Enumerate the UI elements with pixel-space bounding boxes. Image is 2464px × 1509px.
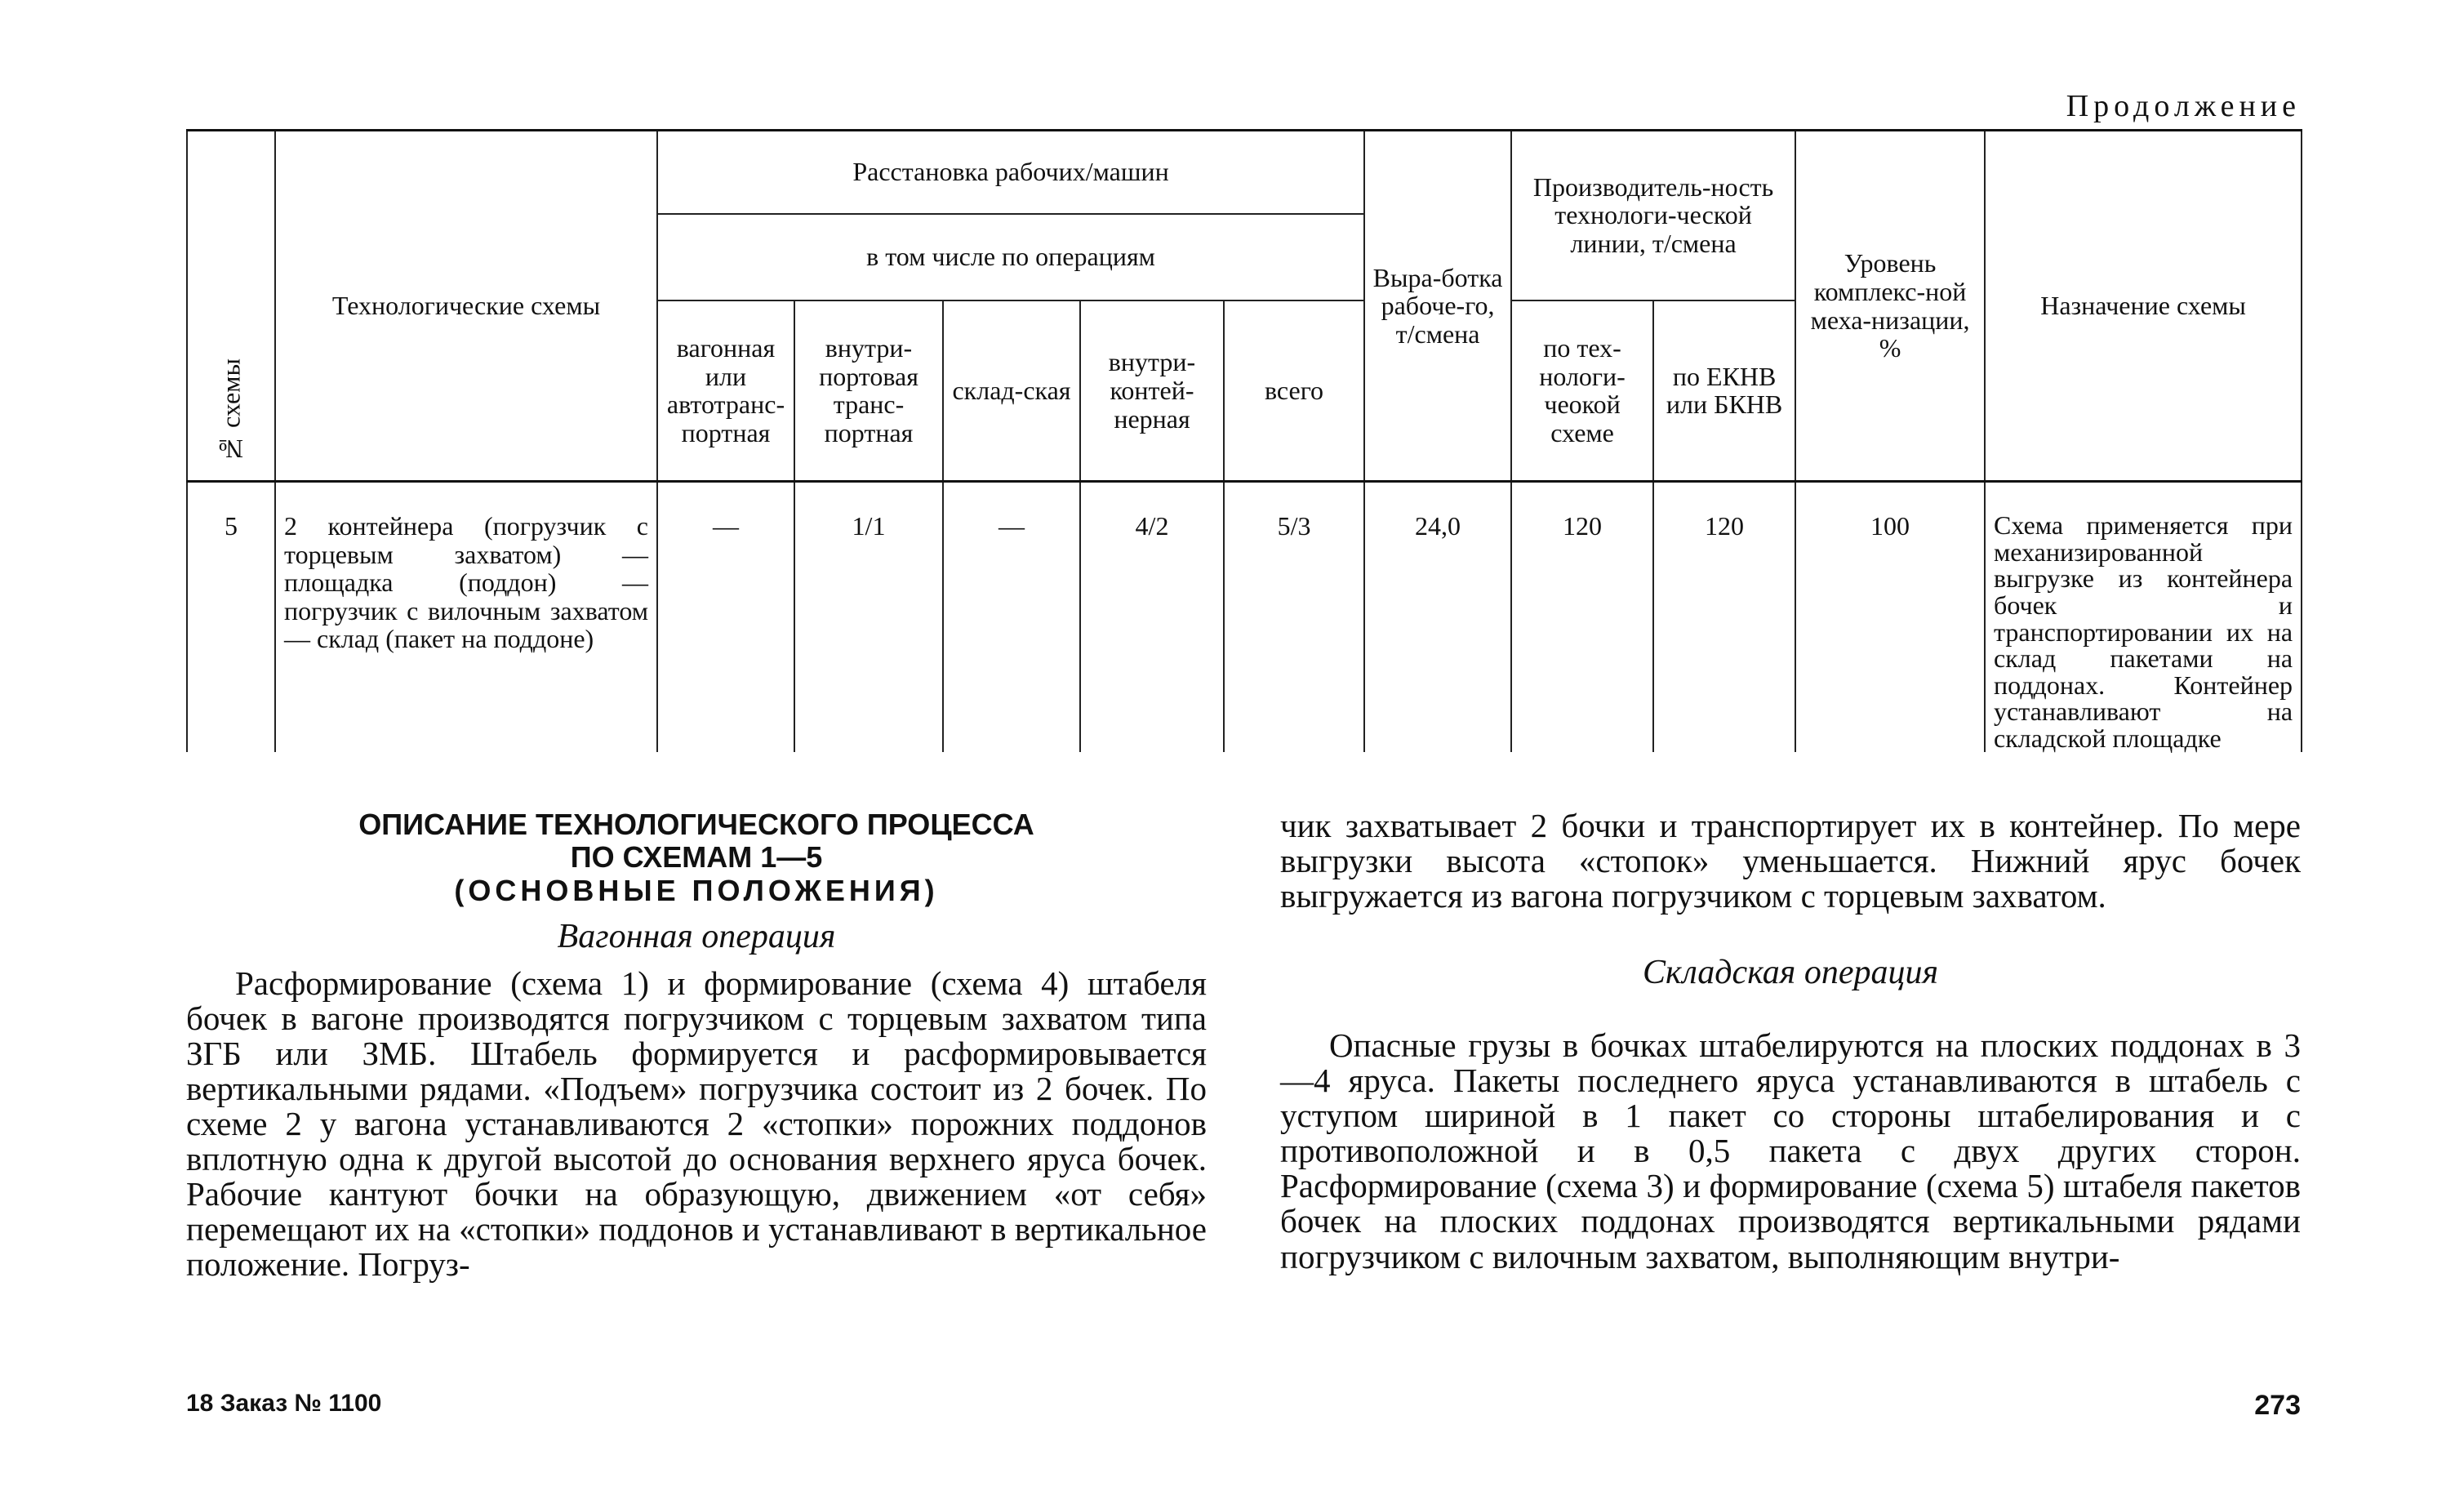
header-scheme-number: № схемы <box>187 131 275 482</box>
subheading-wagon-operation: Вагонная операция <box>557 917 836 955</box>
cell-output: 24,0 <box>1364 482 1511 752</box>
paragraph-warehouse-operation: Опасные грузы в бочках штабелируются на плоских поддонах в 3—4 яруса. Пакеты последнего яруса устанавливаются в штабель с уступом шириной в 1 пакет со стороны штабелирования и с противоположной и в 0,5 пакета с двух других сторон. Расформирование (схема 3) и формирование (схема 5) штабеля пакетов бочек на плоских поддонах производятся вертикальными рядами погрузчиком с вилочным захватом, выполняющим внутри- <box>1280 1026 2301 1275</box>
cell-prod-by-scheme: 120 <box>1511 482 1653 752</box>
header-by-operations: в том числе по операциям <box>657 214 1364 300</box>
header-output: Выра-ботка рабоче-го, т/смена <box>1364 131 1511 482</box>
right-column <box>1280 808 2301 1275</box>
continuation-label: Продолжение <box>2066 89 2301 123</box>
cell-scheme-number: 5 <box>187 482 275 752</box>
subheading-warehouse-operation: Складская операция <box>1642 954 1938 992</box>
header-op-total: всего <box>1224 300 1364 482</box>
header-op-container: внутри-контей-нерная <box>1080 300 1224 482</box>
section-heading-line-1: ОПИСАНИЕ ТЕХНОЛОГИЧЕСКОГО ПРОЦЕССА <box>358 808 1034 841</box>
header-op-wagon: вагонная или автотранс-портная <box>657 300 794 482</box>
header-op-port-transport: внутри-портовая транс-портная <box>794 300 943 482</box>
cell-op-port-transport: 1/1 <box>794 482 943 752</box>
header-technological-schemes: Технологические схемы <box>275 131 657 482</box>
page-number: 273 <box>2254 1390 2301 1421</box>
section-heading-line-3: (ОСНОВНЫЕ ПОЛОЖЕНИЯ) <box>454 873 939 907</box>
header-purpose: Назначение схемы <box>1985 131 2302 482</box>
section-heading-line-2: ПО СХЕМАМ 1—5 <box>570 840 823 875</box>
footer-order-number: 18 Заказ № 1100 <box>186 1390 382 1417</box>
header-op-warehouse: склад-ская <box>943 300 1080 482</box>
cell-mechanization-level: 100 <box>1795 482 1985 752</box>
paragraph-continuation: чик захватывает 2 бочки и транспортирует их в контейнер. По мере выгрузки высота «стопок» уменьшается. Нижний ярус бочек выгружается из вагона погрузчиком с торцевым захватом. <box>1280 807 2301 915</box>
paragraph-wagon-operation: Расформирование (схема 1) и формирование (схема 4) штабеля бочек в вагоне производятся погрузчиком с торцевым захватом типа ЗГБ или ЗМБ. Штабель формируется и расформировывается вертикальными рядами. «Подъем» погрузчика состоит из 2 бочек. По схеме 2 у вагона устанавливаются 2 «стопки» порожних поддонов вплотную одна к другой высотой до основания верхнего яруса бочек. Рабочие кантуют бочки на образующую, движением «от себя» перемещают их на «стопки» поддонов и устанавливают в вертикальное положение. Погруз- <box>186 964 1207 1284</box>
table-row <box>187 482 2302 752</box>
header-productivity: Производитель-ность технологи-ческой линии, т/смена <box>1511 131 1795 300</box>
cell-op-warehouse: — <box>943 482 1080 752</box>
header-placement: Расстановка рабочих/машин <box>657 131 1364 214</box>
technology-table <box>186 129 2302 752</box>
cell-purpose: Схема применяется при механизированной выгрузке из контейнера бочек и транспортировании их на склад пакетами на поддонах. Контейнер устанавливают на складской площадке <box>1985 482 2302 752</box>
header-prod-eknv: по ЕКНВ или БКНВ <box>1653 300 1795 482</box>
header-prod-by-scheme: по тех-нологи-чеокой схеме <box>1511 300 1653 482</box>
cell-op-total: 5/3 <box>1224 482 1364 752</box>
cell-op-wagon: — <box>657 482 794 752</box>
cell-op-container: 4/2 <box>1080 482 1224 752</box>
cell-scheme-description: 2 контейнера (погрузчик с торцевым захватом) — площадка (поддон) — погрузчик с вилочным захватом — склад (пакет на поддоне) <box>275 482 657 752</box>
header-mechanization-level: Уровень комплекс-ной меха-низации, % <box>1795 131 1985 482</box>
cell-prod-eknv: 120 <box>1653 482 1795 752</box>
left-column <box>186 808 1207 1282</box>
